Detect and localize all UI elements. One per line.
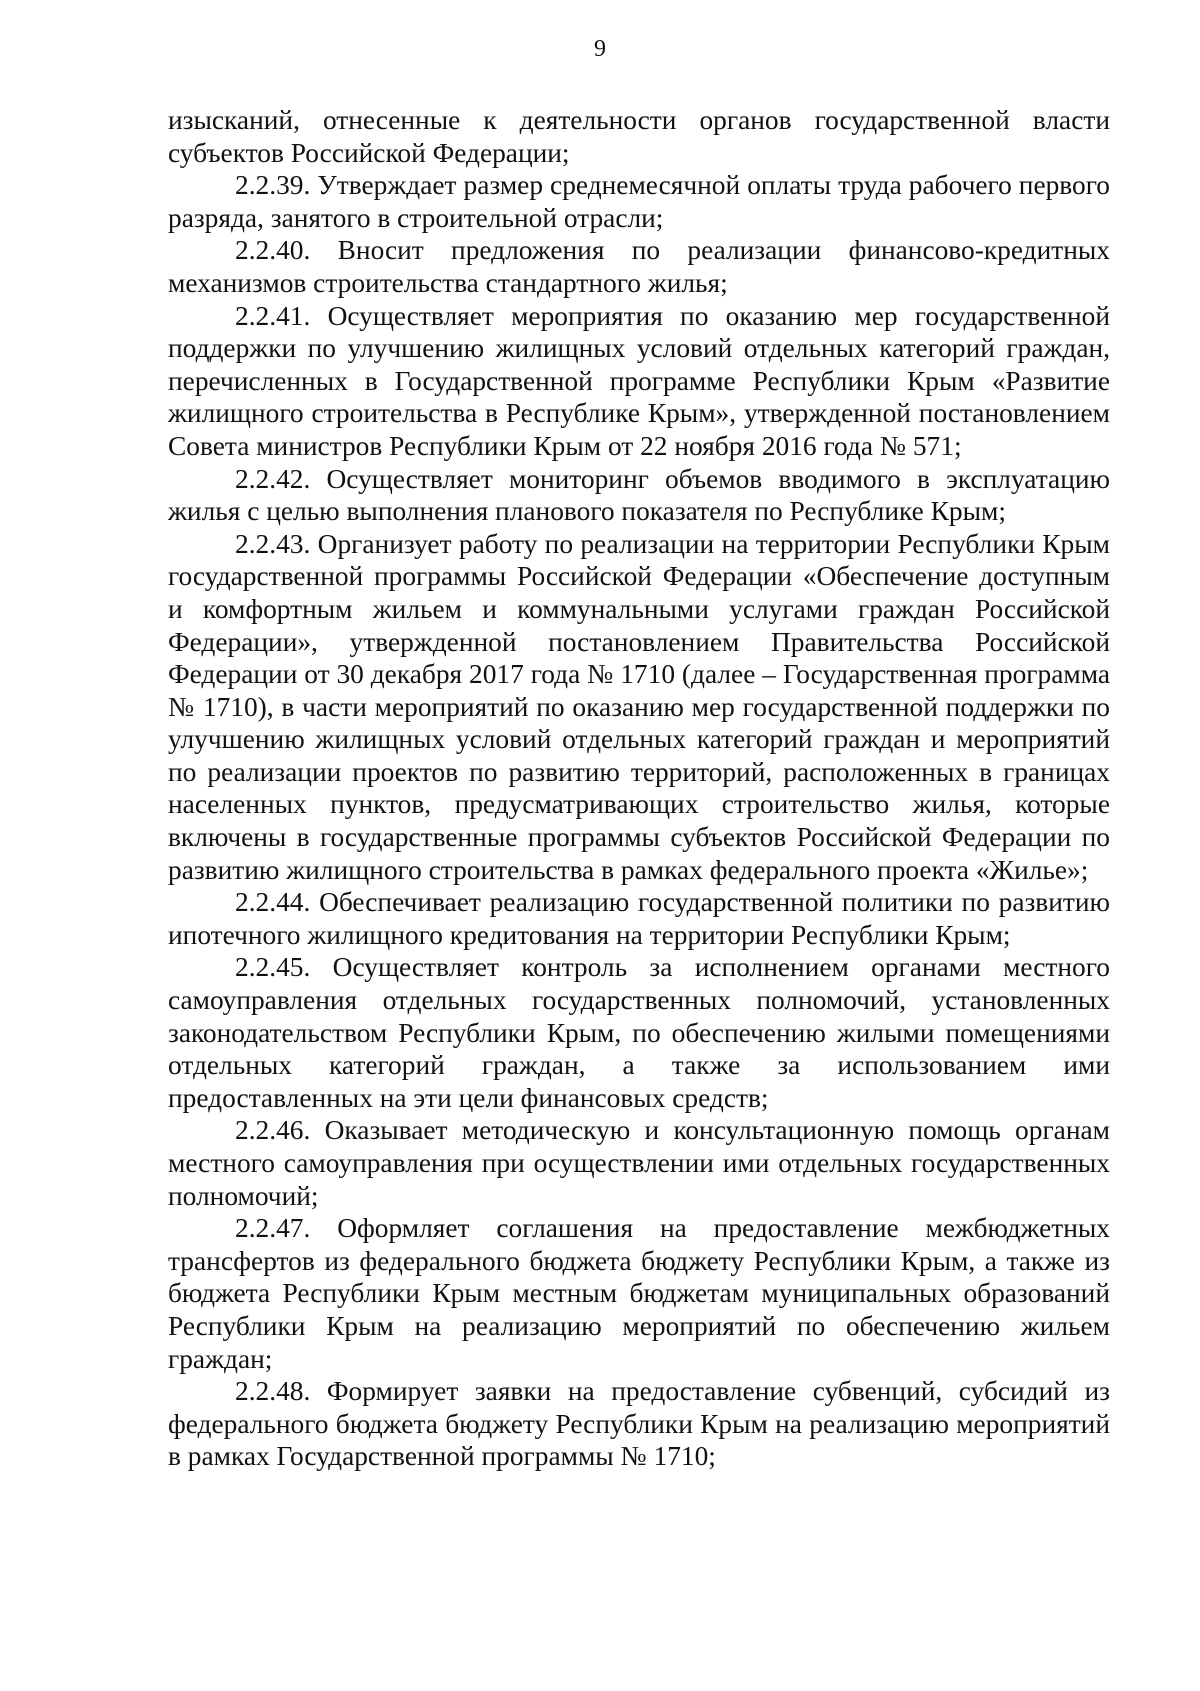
clause-number: 2.2.48. [235, 1376, 311, 1407]
clause-number: 2.2.46. [235, 1115, 311, 1146]
clause-2-2-47 [168, 1212, 1110, 1375]
page-number: 9 [594, 36, 606, 62]
clause-number: 2.2.43. [235, 528, 311, 559]
clause-number: 2.2.39. [235, 170, 311, 201]
clause-number: 2.2.47. [235, 1213, 311, 1244]
clause-text: Обеспечивает реализацию государственной политики по развитию ипотечного жилищного кредитования на территории Республики Крым; [168, 887, 1110, 950]
clause-text: Осуществляет контроль за исполнением органами местного самоуправления отдельных государственных полномочий, установленных законодательством Республики Крым, по обеспечению жилыми помещениями отдельных категорий граждан, а также за использованием ими предоставленных на эти цели финансовых средств; [168, 952, 1110, 1113]
clause-text: Оформляет соглашения на предоставление межбюджетных трансфертов из федерального бюджета бюджету Республики Крым, а также из бюджета Республики Крым местным бюджетам муниципальных образований Республики Крым на реализацию мероприятий по обеспечению жильем граждан; [168, 1213, 1110, 1374]
clause-2-2-41 [168, 300, 1110, 463]
clause-2-2-39 [168, 169, 1110, 234]
clause-2-2-48 [168, 1375, 1110, 1473]
clause-text: Осуществляет мониторинг объемов вводимого в эксплуатацию жилья с целью выполнения планового показателя по Республике Крым; [168, 463, 1110, 527]
clause-2-2-43 [168, 528, 1110, 887]
clause-text: Организует работу по реализации на территории Республики Крым государственной программы Российской Федерации «Обеспечение доступным и комфортным жильем и коммунальными услугами граждан Российской Федерации», утвержденной постановлением Правительства Российской Федерации от 30 декабря 2017 года № 1710 (далее – Государственная программа № 1710), в части мероприятий по оказанию мер государственной поддержки по улучшению жилищных условий отдельных категорий граждан и мероприятий по реализации проектов по развитию территорий, расположенных в границах населенных пунктов, предусматривающих строительство жилья, которые включены в государственные программы субъектов Российской Федерации по развитию жилищного строительства в рамках федерального проекта «Жилье»; [168, 528, 1110, 885]
paragraph-text: изысканий, отнесенные к деятельности органов государственной власти субъектов Российской Федерации; [168, 105, 1110, 168]
paragraph-continuation [168, 104, 1110, 169]
clause-2-2-44 [168, 886, 1110, 951]
clause-number: 2.2.41. [235, 300, 311, 331]
clause-2-2-42 [168, 463, 1110, 528]
clause-text: Утверждает размер среднемесячной оплаты труда рабочего первого разряда, занятого в строительной отрасли; [168, 170, 1110, 233]
clause-2-2-46 [168, 1114, 1110, 1212]
document-body [168, 104, 1110, 1473]
clause-number: 2.2.40. [235, 235, 311, 266]
clause-2-2-45 [168, 951, 1110, 1114]
clause-number: 2.2.42. [235, 463, 311, 494]
clause-text: Оказывает методическую и консультационную помощь органам местного самоуправления при осуществлении ими отдельных государственных полномочий; [168, 1115, 1110, 1211]
clause-2-2-40 [168, 234, 1110, 299]
clause-number: 2.2.45. [235, 952, 311, 983]
clause-number: 2.2.44. [235, 887, 311, 918]
clause-text: Вносит предложения по реализации финансово-кредитных механизмов строительства стандартного жилья; [168, 235, 1110, 298]
clause-text: Осуществляет мероприятия по оказанию мер государственной поддержки по улучшению жилищных условий отдельных категорий граждан, перечисленных в Государственной программе Республики Крым «Развитие жилищного строительства в Республике Крым», утвержденной постановлением Совета министров Республики Крым от 22 ноября 2016 года № 571; [168, 300, 1110, 461]
clause-text: Формирует заявки на предоставление субвенций, субсидий из федерального бюджета бюджету Республики Крым на реализацию мероприятий в рамках Государственной программы № 1710; [168, 1376, 1110, 1472]
